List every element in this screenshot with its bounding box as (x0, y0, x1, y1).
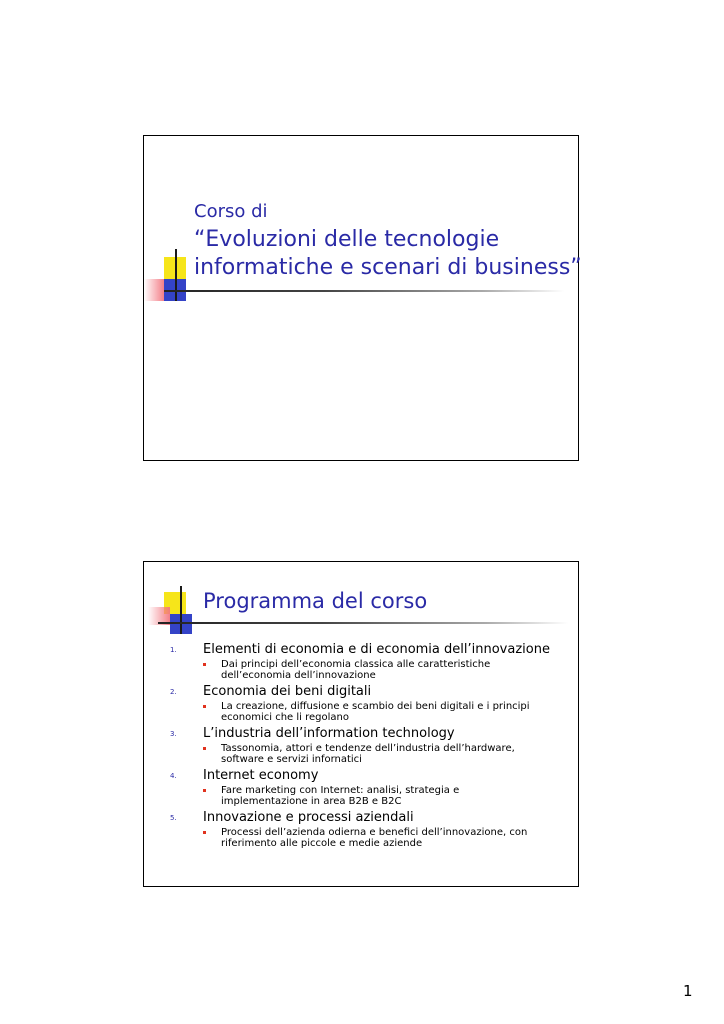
bullet-icon (203, 705, 206, 708)
page-number: 1 (683, 982, 693, 1000)
item-subpoint (203, 659, 570, 681)
item-subpoint (203, 701, 570, 723)
bullet-icon (203, 663, 206, 666)
subpoint-line: dell’economia dell’innovazione (221, 670, 376, 681)
program-item (170, 810, 570, 849)
item-subpoint (203, 827, 570, 849)
item-number: 2. (170, 688, 177, 696)
decoration-horizontal-line (158, 622, 568, 624)
course-title (194, 226, 582, 282)
program-item (170, 768, 570, 807)
course-label: Corso di (194, 201, 268, 222)
item-text: Innovazione e processi aziendali (203, 810, 414, 825)
item-text: Economia dei beni digitali (203, 684, 372, 699)
item-subpoint (203, 743, 570, 765)
subpoint-line: Processi dell’azienda odierna e benefici dell’innovazione, con (221, 827, 528, 838)
program-list (170, 642, 570, 852)
item-text: Internet economy (203, 768, 319, 783)
subpoint-line: Dai principi dell’economia classica alle caratteristiche (221, 659, 491, 670)
title-slide (143, 135, 582, 461)
subpoint-line: software e servizi infornatici (221, 754, 362, 765)
item-text: L’industria dell’information technology (203, 726, 455, 741)
subpoint-line: Fare marketing con Internet: analisi, strategia e (221, 785, 460, 796)
subpoint-line: implementazione in area B2B e B2C (221, 796, 402, 807)
program-item (170, 684, 570, 723)
course-title-line: “Evoluzioni delle tecnologie (194, 227, 500, 252)
program-slide (143, 561, 579, 887)
item-number: 1. (170, 646, 177, 654)
bullet-icon (203, 747, 206, 750)
decoration-horizontal-line (164, 290, 564, 292)
item-subpoint (203, 785, 570, 807)
program-item (170, 642, 570, 681)
bullet-icon (203, 831, 206, 834)
subpoint-line: Tassonomia, attori e tendenze dell’industria dell’hardware, (221, 743, 515, 754)
item-number: 4. (170, 772, 177, 780)
subpoint-line: economici che li regolano (221, 712, 349, 723)
program-item (170, 726, 570, 765)
subpoint-line: riferimento alle piccole e medie aziende (221, 838, 423, 849)
decoration-vertical-line (180, 586, 182, 634)
subpoint-line: La creazione, diffusione e scambio dei beni digitali e i principi (221, 701, 530, 712)
item-number: 5. (170, 814, 177, 822)
bullet-icon (203, 789, 206, 792)
decoration-pink-square (144, 279, 164, 301)
item-number: 3. (170, 730, 177, 738)
item-text: Elementi di economia e di economia dell’innovazione (203, 642, 550, 657)
program-title: Programma del corso (203, 589, 428, 613)
course-title-line: informatiche e scenari di business” (194, 255, 582, 280)
decoration-vertical-line (175, 249, 177, 301)
